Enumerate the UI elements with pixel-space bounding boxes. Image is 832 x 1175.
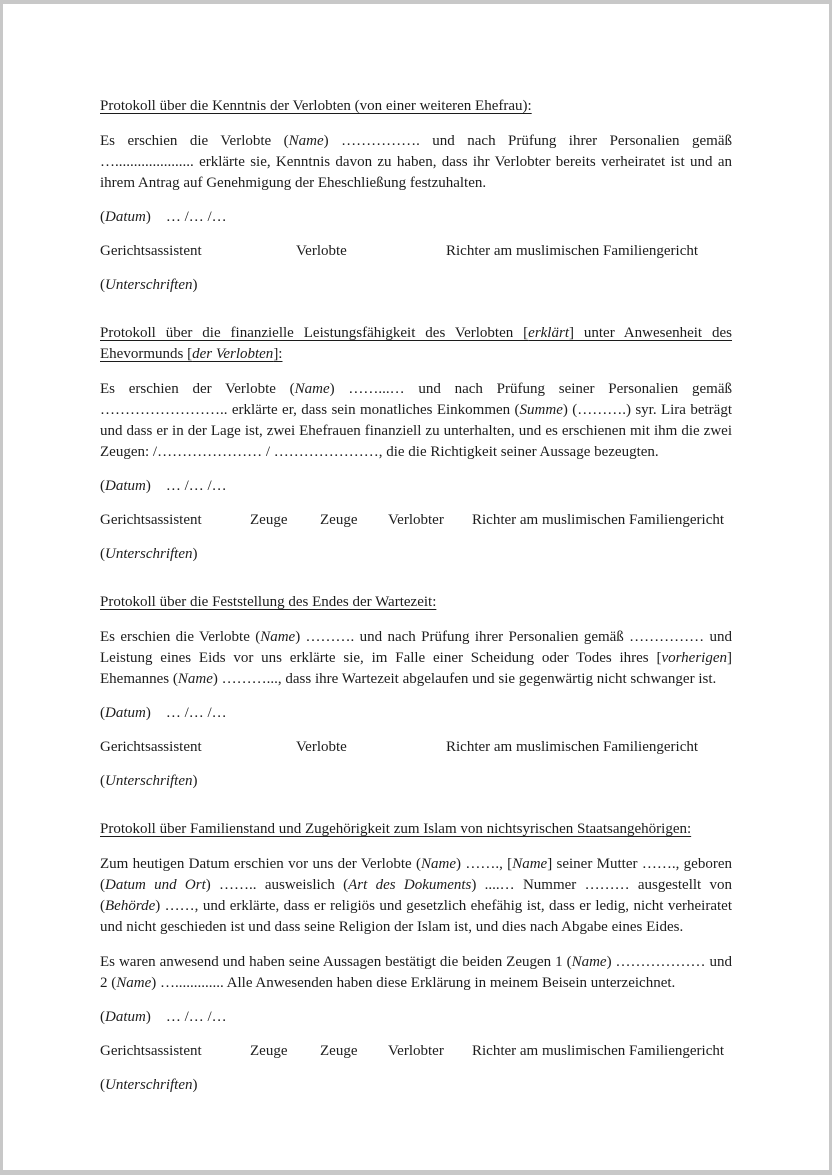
document-page (3, 4, 829, 1170)
signer-role-gerichtsassistent: Gerichtsassistent (100, 243, 202, 259)
signer-role-richter: Richter am muslimischen Familiengericht (472, 1043, 725, 1059)
signer-role-verlobter: Verlobter (388, 512, 444, 528)
date-line (100, 207, 732, 228)
signer-role-zeuge-2: Zeuge (320, 512, 358, 528)
signer-role-gerichtsassistent: Gerichtsassistent (100, 1043, 202, 1059)
section-finanzielle-leistungsfaehigkeit (100, 323, 732, 565)
date-label: (Datum) (100, 1009, 151, 1025)
signer-role-gerichtsassistent: Gerichtsassistent (100, 512, 202, 528)
date-label: (Datum) (100, 705, 151, 721)
signature-roles-row (100, 510, 732, 531)
section-familienstand-islam (100, 819, 732, 1096)
body-paragraph: Es erschien der Verlobte (Name) ……...… und nach Prüfung seiner Personalien gemäß …………………….. erklärte er, dass sein monatliches Einkommen (Summe) (……….) syr. Lira beträgt und dass er in der Lage ist, zwei Ehefrauen finanziell zu unterhalten, und es erschienen mit ihm die zwei Zeugen: /………………… / …………………, die die Richtigkeit seiner Aussage bezeugten. (100, 381, 732, 460)
signature-roles-row (100, 241, 732, 262)
date-placeholder: … /… /… (165, 1009, 227, 1025)
signer-role-richter: Richter am muslimischen Familiengericht (472, 512, 725, 528)
body-paragraph: Es erschien die Verlobte (Name) ……………. und nach Prüfung ihrer Personalien gemäß …..................... erklärte sie, Kenntnis davon zu haben, dass ihr Verlobter bereits verheiratet ist und an ihrem Antrag auf Genehmigung der Eheschließung festzuhalten. (100, 133, 732, 191)
signatures-note: (Unterschriften) (100, 546, 198, 562)
date-label: (Datum) (100, 478, 151, 494)
section-heading: Protokoll über die Feststellung des Endes der Wartezeit: (100, 594, 437, 610)
section-ende-der-wartezeit (100, 592, 732, 792)
date-placeholder: … /… /… (165, 705, 227, 721)
date-label: (Datum) (100, 209, 151, 225)
signer-role-verlobter: Verlobter (388, 1043, 444, 1059)
body-paragraph: Es waren anwesend und haben seine Aussagen bestätigt die beiden Zeugen 1 (Name) ……………… und 2 (Name) …............. Alle Anwesenden haben diese Erklärung in meinem Beisein unterzeichnet. (100, 954, 732, 991)
signer-role-zeuge-1: Zeuge (250, 1043, 288, 1059)
date-placeholder: … /… /… (165, 478, 227, 494)
signatures-note: (Unterschriften) (100, 1077, 198, 1093)
date-line (100, 1007, 732, 1028)
section-heading: Protokoll über die finanzielle Leistungsfähigkeit des Verlobten [erklärt] unter Anwesenheit des Ehevormunds [der Verlobten]: (100, 325, 733, 362)
section-kenntnis-der-verlobten (100, 96, 732, 296)
signer-role-zeuge-2: Zeuge (320, 1043, 358, 1059)
signer-role-verlobte: Verlobte (296, 243, 347, 259)
date-placeholder: … /… /… (165, 209, 227, 225)
date-line (100, 703, 732, 724)
section-heading: Protokoll über die Kenntnis der Verlobten (von einer weiteren Ehefrau): (100, 98, 532, 114)
signer-role-zeuge-1: Zeuge (250, 512, 288, 528)
signatures-note: (Unterschriften) (100, 277, 198, 293)
signatures-note: (Unterschriften) (100, 773, 198, 789)
signature-roles-row (100, 1041, 732, 1062)
body-paragraph: Es erschien die Verlobte (Name) ………. und nach Prüfung ihrer Personalien gemäß …………… und Leistung eines Eids vor uns erklärte sie, im Falle einer Scheidung oder Todes ihres [vorherigen] Ehemannes (Name) ………..., dass ihre Wartezeit abgelaufen und sie gegenwärtig nicht schwanger ist. (100, 629, 732, 687)
signer-role-richter: Richter am muslimischen Familiengericht (446, 243, 699, 259)
signer-role-gerichtsassistent: Gerichtsassistent (100, 739, 202, 755)
signature-roles-row (100, 737, 732, 758)
section-heading: Protokoll über Familienstand und Zugehörigkeit zum Islam von nichtsyrischen Staatsangehörigen: (100, 821, 692, 837)
body-paragraph: Zum heutigen Datum erschien vor uns der Verlobte (Name) ……., [Name] seiner Mutter ……., geboren (Datum und Ort) …….. ausweislich (Art des Dokuments) ....… Nummer ……… ausgestellt von (Behörde) ……, und erklärte, dass er religiös und gesetzlich ehefähig ist, dass er ledig, nicht verheiratet und nicht geschieden ist und dass seine Religion der Islam ist, und dies nach Abgabe eines Eides. (100, 856, 733, 935)
signer-role-richter: Richter am muslimischen Familiengericht (446, 739, 699, 755)
signer-role-verlobte: Verlobte (296, 739, 347, 755)
date-line (100, 476, 732, 497)
